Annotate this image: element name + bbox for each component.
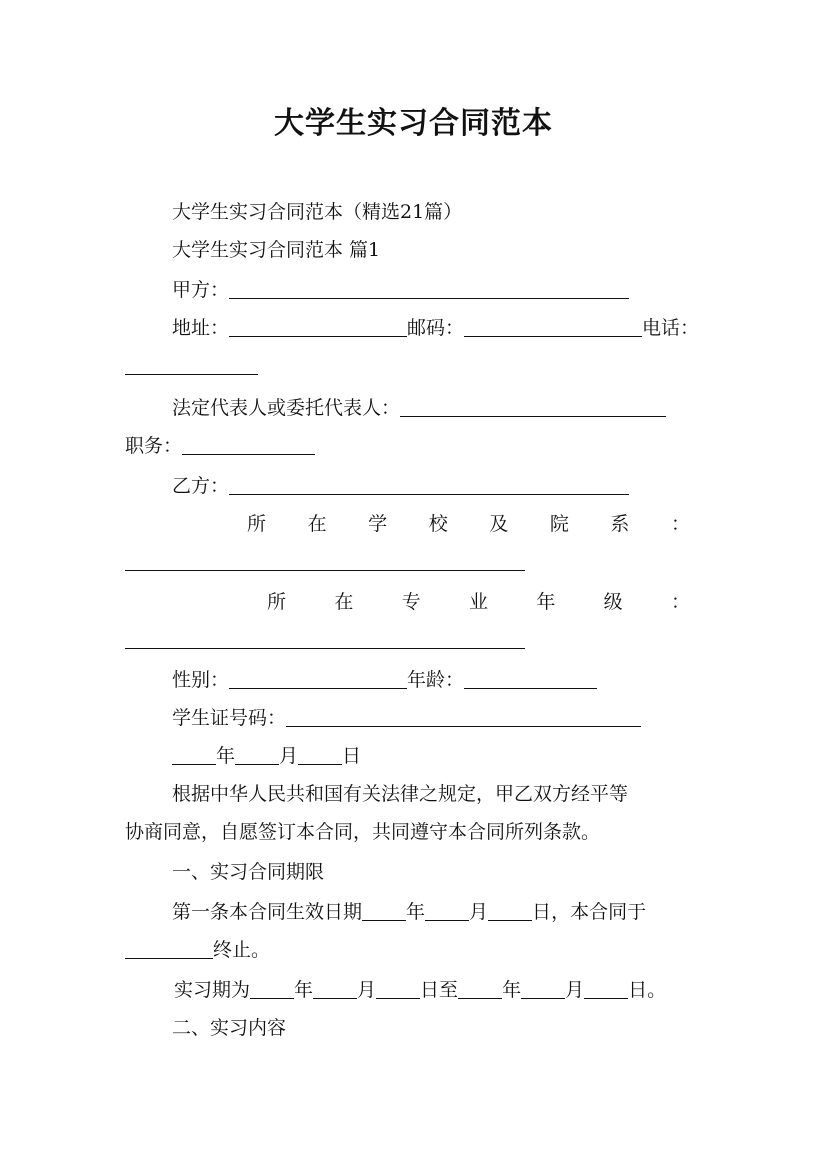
section-2-heading: 二、实习内容	[172, 1017, 287, 1039]
effective-day-blank[interactable]	[488, 900, 532, 921]
legal-rep-blank[interactable]	[400, 396, 666, 417]
phone-label: 电话：	[642, 317, 700, 339]
legal-rep-label: 法定代表人或委托代表人：	[172, 397, 401, 419]
gender-label: 性别：	[172, 669, 230, 691]
major-char: 级	[603, 591, 623, 613]
school-char: 校	[428, 513, 448, 535]
age-blank[interactable]	[464, 668, 597, 689]
end-month-blank[interactable]	[521, 978, 565, 999]
party-a-line	[172, 276, 629, 304]
period-to-label: 日至	[420, 979, 459, 1001]
school-char: ：	[670, 513, 690, 535]
day-label: 日	[342, 745, 362, 767]
student-id-blank[interactable]	[286, 706, 641, 727]
legal-rep-line	[172, 394, 666, 422]
school-char: 在	[307, 513, 327, 535]
year-blank[interactable]	[172, 744, 216, 765]
major-char: ：	[670, 591, 690, 613]
year-label: 年	[406, 901, 426, 923]
position-label: 职务：	[125, 435, 183, 457]
date-line	[172, 742, 361, 770]
effective-month-blank[interactable]	[425, 900, 469, 921]
effective-year-blank[interactable]	[362, 900, 406, 921]
termination-text: 终止。	[213, 939, 271, 961]
major-blank[interactable]	[125, 628, 525, 649]
position-line	[125, 432, 315, 460]
article-1-text: 第一条本合同生效日期	[172, 901, 363, 923]
school-blank[interactable]	[125, 550, 525, 571]
major-char: 年	[536, 591, 556, 613]
address-label: 地址：	[172, 317, 230, 339]
phone-line	[125, 352, 258, 380]
month-label: 月	[469, 901, 489, 923]
school-char: 学	[368, 513, 388, 535]
end-year-blank[interactable]	[458, 978, 502, 999]
address-blank[interactable]	[229, 316, 407, 337]
phone-blank[interactable]	[125, 354, 258, 375]
student-id-label: 学生证号码：	[172, 707, 287, 729]
school-char: 所	[247, 513, 267, 535]
major-char: 所	[267, 591, 287, 613]
month-label: 月	[565, 979, 585, 1001]
major-label-row	[125, 588, 690, 616]
gender-blank[interactable]	[229, 668, 407, 689]
major-char: 专	[401, 591, 421, 613]
period-end-label: 日。	[628, 979, 667, 1001]
address-line	[172, 314, 699, 342]
party-a-label: 甲方：	[172, 279, 230, 301]
party-a-blank[interactable]	[229, 278, 629, 299]
major-char: 在	[334, 591, 354, 613]
year-label: 年	[502, 979, 522, 1001]
period-line	[174, 976, 666, 1004]
period-label: 实习期为	[174, 979, 251, 1001]
article-1-text-b: ，本合同于	[551, 901, 647, 923]
school-label-row	[125, 510, 690, 538]
chapter-heading: 大学生实习合同范本 篇1	[172, 239, 381, 261]
day-blank[interactable]	[298, 744, 342, 765]
termination-blank[interactable]	[125, 938, 213, 959]
major-char: 业	[468, 591, 488, 613]
document-title: 大学生实习合同范本	[274, 106, 553, 141]
month-label: 月	[357, 979, 377, 1001]
age-label: 年龄：	[407, 669, 465, 691]
day-label: 日	[532, 901, 552, 923]
start-year-blank[interactable]	[250, 978, 294, 999]
postcode-label: 邮码：	[407, 317, 465, 339]
gender-age-line	[172, 666, 597, 694]
year-label: 年	[294, 979, 314, 1001]
end-day-blank[interactable]	[584, 978, 628, 999]
intro-text-2: 协商同意，自愿签订本合同，共同遵守本合同所列条款。	[125, 821, 601, 843]
party-b-label: 乙方：	[172, 475, 230, 497]
school-char: 及	[489, 513, 509, 535]
year-label: 年	[216, 745, 236, 767]
student-id-line	[172, 704, 641, 732]
section-1-heading: 一、实习合同期限	[172, 861, 325, 883]
school-char: 系	[610, 513, 630, 535]
start-day-blank[interactable]	[376, 978, 420, 999]
party-b-line	[172, 472, 629, 500]
party-b-blank[interactable]	[229, 474, 629, 495]
postcode-blank[interactable]	[464, 316, 642, 337]
subtitle: 大学生实习合同范本（精选21篇）	[172, 201, 463, 223]
intro-text-1: 根据中华人民共和国有关法律之规定，甲乙双方经平等	[172, 783, 629, 805]
article-1-line	[172, 898, 646, 926]
school-line	[125, 548, 525, 576]
major-line	[125, 626, 525, 654]
start-month-blank[interactable]	[313, 978, 357, 999]
month-blank[interactable]	[235, 744, 279, 765]
school-char: 院	[549, 513, 569, 535]
month-label: 月	[279, 745, 299, 767]
position-blank[interactable]	[182, 434, 315, 455]
article-1-end-line	[125, 936, 270, 964]
